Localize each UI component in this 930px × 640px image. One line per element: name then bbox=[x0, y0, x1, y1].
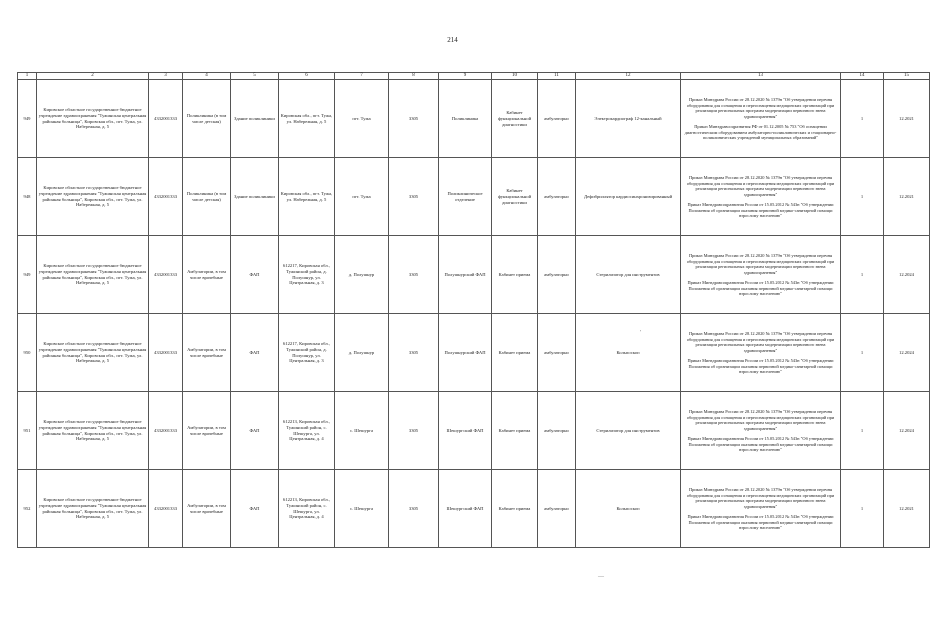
code-cell: 3305 bbox=[389, 470, 439, 548]
regulation-text: Приказ Минздравсоцразвития России от 15.05.2012 № 543н "Об утверждении Положения об организации оказания первичной медико-санитарной помощи взрослому населению" bbox=[687, 202, 834, 218]
regulation-text: Приказ Минздравсоцразвития России от 15.05.2012 № 543н "Об утверждении Положения об организации оказания первичной медико-санитарной помощи взрослому населению" bbox=[687, 358, 834, 374]
equipment-cell: Электрокардиограф 12-канальный bbox=[576, 80, 681, 158]
regulation-text: Приказ Минздрава России от 28.12.2020 № 1379н "Об утверждении перечня оборудования для оснащения и переоснащения медицинских организаций при реализации региональных программ модернизации первичного звена здравоохранения" bbox=[686, 253, 835, 275]
regulation-text: Приказ Минздравсоцразвития РФ от 01.12.2005 № 753 "Об оснащении диагностическим оборудованием амбулаторно-поликлинических и стационарно-поликлинических учреждений муниципальных образований" bbox=[684, 124, 837, 140]
inn-cell: 4332001333 bbox=[149, 470, 183, 548]
care-type-cell: амбулаторно bbox=[538, 392, 576, 470]
building-cell: ФАП bbox=[231, 314, 279, 392]
department-cell: Шешургский ФАП bbox=[439, 392, 492, 470]
table-row bbox=[18, 158, 930, 236]
organization-cell: Кировское областное государственное бюджетное учреждение здравоохранения "Тужинская центральная районная больница", Кировская обл., пгт. Тужа, ул. Набережная, д. 5 bbox=[37, 158, 149, 236]
regulation-cell bbox=[681, 80, 841, 158]
code-cell: 3305 bbox=[389, 158, 439, 236]
department-cell: Полушнурский ФАП bbox=[439, 314, 492, 392]
column-number: 13 bbox=[681, 73, 841, 80]
address-cell: 612213, Кировская обл., Тужинский район, с. Шешурга, ул. Центральная, д. 4 bbox=[279, 470, 335, 548]
regulation-cell bbox=[681, 236, 841, 314]
regulation-cell bbox=[681, 158, 841, 236]
quantity-cell: 1 bbox=[841, 80, 884, 158]
unit-type-cell: Поликлиника (в том числе детская) bbox=[183, 158, 231, 236]
building-cell: Здание поликлиники bbox=[231, 80, 279, 158]
building-cell: Здание поликлиники bbox=[231, 158, 279, 236]
row-number-cell: 949 bbox=[18, 236, 37, 314]
regulation-text: Приказ Минздрава России от 28.12.2020 № 1379н "Об утверждении перечня оборудования для оснащения и переоснащения медицинских организаций при реализации региональных программ модернизации первичного звена здравоохранения" bbox=[686, 487, 835, 509]
organization-cell: Кировское областное государственное бюджетное учреждение здравоохранения "Тужинская центральная районная больница", Кировская обл., пгт. Тужа, ул. Набережная, д. 5 bbox=[37, 314, 149, 392]
regulation-text: Приказ Минздравсоцразвития России от 15.05.2012 № 543н "Об утверждении Положения об организации оказания первичной медико-санитарной помощи взрослому населению" bbox=[687, 514, 834, 530]
regulation-text: Приказ Минздрава России от 28.12.2020 № 1379н "Об утверждении перечня оборудования для оснащения и переоснащения медицинских организаций при реализации региональных программ модернизации первичного звена здравоохранения" bbox=[686, 331, 835, 353]
locality-cell: пгт. Тужа bbox=[335, 80, 389, 158]
equipment-cell: Стерилизатор для инструментов bbox=[576, 392, 681, 470]
inn-cell: 4332001333 bbox=[149, 392, 183, 470]
inn-cell: 4332001333 bbox=[149, 314, 183, 392]
room-cell: Кабинет приема bbox=[492, 392, 538, 470]
quantity-cell: 1 bbox=[841, 236, 884, 314]
column-number: 11 bbox=[538, 73, 576, 80]
column-number: 5 bbox=[231, 73, 279, 80]
regulation-text: Приказ Минздрава России от 28.12.2020 № 1379н "Об утверждении перечня оборудования для оснащения и переоснащения медицинских организаций при реализации региональных программ модернизации первичного звена здравоохранения" bbox=[686, 97, 835, 119]
address-cell: Кировская обл., пгт. Тужа, ул. Набережная, д. 5 bbox=[279, 80, 335, 158]
table-row bbox=[18, 236, 930, 314]
care-type-cell: амбулаторно bbox=[538, 158, 576, 236]
date-cell: 12.2024 bbox=[884, 392, 930, 470]
column-number: 10 bbox=[492, 73, 538, 80]
department-cell: Шешургский ФАП bbox=[439, 470, 492, 548]
row-number-cell: 952 bbox=[18, 470, 37, 548]
locality-cell: пгт. Тужа bbox=[335, 158, 389, 236]
care-type-cell: амбулаторно bbox=[538, 470, 576, 548]
code-cell: 3305 bbox=[389, 80, 439, 158]
column-number: 8 bbox=[389, 73, 439, 80]
building-cell: ФАП bbox=[231, 236, 279, 314]
locality-cell: с. Шешурга bbox=[335, 470, 389, 548]
scan-speck: ' bbox=[640, 330, 642, 336]
regulation-text: Приказ Минздрава России от 28.12.2020 № 1379н "Об утверждении перечня оборудования для оснащения и переоснащения медицинских организаций при реализации региональных программ модернизации первичного звена здравоохранения" bbox=[686, 175, 835, 197]
date-cell: 12.2021 bbox=[884, 80, 930, 158]
department-cell: Полушнурский ФАП bbox=[439, 236, 492, 314]
page-number: 214 bbox=[447, 36, 458, 44]
scan-speck: — bbox=[598, 574, 604, 580]
organization-cell: Кировское областное государственное бюджетное учреждение здравоохранения "Тужинская центральная районная больница", Кировская обл., пгт. Тужа, ул. Набережная, д. 5 bbox=[37, 236, 149, 314]
column-number: 14 bbox=[841, 73, 884, 80]
quantity-cell: 1 bbox=[841, 158, 884, 236]
column-number: 12 bbox=[576, 73, 681, 80]
care-type-cell: амбулаторно bbox=[538, 236, 576, 314]
room-cell: Кабинет приема bbox=[492, 236, 538, 314]
column-number: 4 bbox=[183, 73, 231, 80]
column-number: 15 bbox=[884, 73, 930, 80]
column-number: 1 bbox=[18, 73, 37, 80]
table-row bbox=[18, 314, 930, 392]
column-number: 2 bbox=[37, 73, 149, 80]
equipment-cell: Дефибриллятор кардиосинхронизированный bbox=[576, 158, 681, 236]
column-number: 6 bbox=[279, 73, 335, 80]
unit-type-cell: Поликлиника (в том числе детская) bbox=[183, 80, 231, 158]
table-row bbox=[18, 392, 930, 470]
quantity-cell: 1 bbox=[841, 470, 884, 548]
row-number-cell: 948 bbox=[18, 158, 37, 236]
care-type-cell: амбулаторно bbox=[538, 80, 576, 158]
building-cell: ФАП bbox=[231, 470, 279, 548]
regulation-text: Приказ Минздравсоцразвития России от 15.05.2012 № 543н "Об утверждении Положения об организации оказания первичной медико-санитарной помощи взрослому населению" bbox=[687, 280, 834, 296]
inn-cell: 4332001333 bbox=[149, 158, 183, 236]
address-cell: 612217, Кировская обл., Тужинский район, д. Полушнур, ул. Центральная, д. 3 bbox=[279, 236, 335, 314]
column-number: 3 bbox=[149, 73, 183, 80]
department-cell: Поликлиника bbox=[439, 80, 492, 158]
locality-cell: д. Полушнур bbox=[335, 236, 389, 314]
column-number: 9 bbox=[439, 73, 492, 80]
address-cell: 612217, Кировская обл., Тужинский район, д. Полушнур, ул. Центральная, д. 3 bbox=[279, 314, 335, 392]
room-cell: Кабинет функциональной диагностики bbox=[492, 80, 538, 158]
date-cell: 12.2024 bbox=[884, 236, 930, 314]
regulation-text: Приказ Минздравсоцразвития России от 15.05.2012 № 543н "Об утверждении Положения об организации оказания первичной медико-санитарной помощи взрослому населению" bbox=[687, 436, 834, 452]
unit-type-cell: Амбулатории, в том числе врачебные bbox=[183, 470, 231, 548]
unit-type-cell: Амбулатории, в том числе врачебные bbox=[183, 392, 231, 470]
code-cell: 3305 bbox=[389, 236, 439, 314]
equipment-registry-table bbox=[17, 72, 930, 548]
column-number-row bbox=[18, 73, 930, 80]
date-cell: 12.2021 bbox=[884, 158, 930, 236]
equipment-cell: Кольпоскоп bbox=[576, 470, 681, 548]
room-cell: Кабинет функциональной диагностики bbox=[492, 158, 538, 236]
organization-cell: Кировское областное государственное бюджетное учреждение здравоохранения "Тужинская центральная районная больница", Кировская обл., пгт. Тужа, ул. Набережная, д. 5 bbox=[37, 80, 149, 158]
row-number-cell: 951 bbox=[18, 392, 37, 470]
organization-cell: Кировское областное государственное бюджетное учреждение здравоохранения "Тужинская центральная районная больница", Кировская обл., пгт. Тужа, ул. Набережная, д. 5 bbox=[37, 392, 149, 470]
equipment-cell: Кольпоскоп bbox=[576, 314, 681, 392]
locality-cell: с. Шешурга bbox=[335, 392, 389, 470]
row-number-cell: 949 bbox=[18, 80, 37, 158]
regulation-cell bbox=[681, 392, 841, 470]
unit-type-cell: Амбулатории, в том числе врачебные bbox=[183, 236, 231, 314]
regulation-text: Приказ Минздрава России от 28.12.2020 № 1379н "Об утверждении перечня оборудования для оснащения и переоснащения медицинских организаций при реализации региональных программ модернизации первичного звена здравоохранения" bbox=[686, 409, 835, 431]
date-cell: 12.2024 bbox=[884, 314, 930, 392]
department-cell: Поликлиническое отделение bbox=[439, 158, 492, 236]
table-row bbox=[18, 470, 930, 548]
address-cell: Кировская обл., пгт. Тужа, ул. Набережная, д. 5 bbox=[279, 158, 335, 236]
unit-type-cell: Амбулатории, в том числе врачебные bbox=[183, 314, 231, 392]
column-number: 7 bbox=[335, 73, 389, 80]
care-type-cell: амбулаторно bbox=[538, 314, 576, 392]
row-number-cell: 950 bbox=[18, 314, 37, 392]
address-cell: 612213, Кировская обл., Тужинский район, с. Шешурга, ул. Центральная, д. 4 bbox=[279, 392, 335, 470]
regulation-cell bbox=[681, 470, 841, 548]
inn-cell: 4332001333 bbox=[149, 80, 183, 158]
locality-cell: д. Полушнур bbox=[335, 314, 389, 392]
building-cell: ФАП bbox=[231, 392, 279, 470]
table-row bbox=[18, 80, 930, 158]
regulation-cell bbox=[681, 314, 841, 392]
room-cell: Кабинет приема bbox=[492, 470, 538, 548]
organization-cell: Кировское областное государственное бюджетное учреждение здравоохранения "Тужинская центральная районная больница", Кировская обл., пгт. Тужа, ул. Набережная, д. 5 bbox=[37, 470, 149, 548]
quantity-cell: 1 bbox=[841, 314, 884, 392]
inn-cell: 4332001333 bbox=[149, 236, 183, 314]
date-cell: 12.2021 bbox=[884, 470, 930, 548]
room-cell: Кабинет приема bbox=[492, 314, 538, 392]
equipment-cell: Стерилизатор для инструментов bbox=[576, 236, 681, 314]
code-cell: 3305 bbox=[389, 314, 439, 392]
code-cell: 3305 bbox=[389, 392, 439, 470]
quantity-cell: 1 bbox=[841, 392, 884, 470]
